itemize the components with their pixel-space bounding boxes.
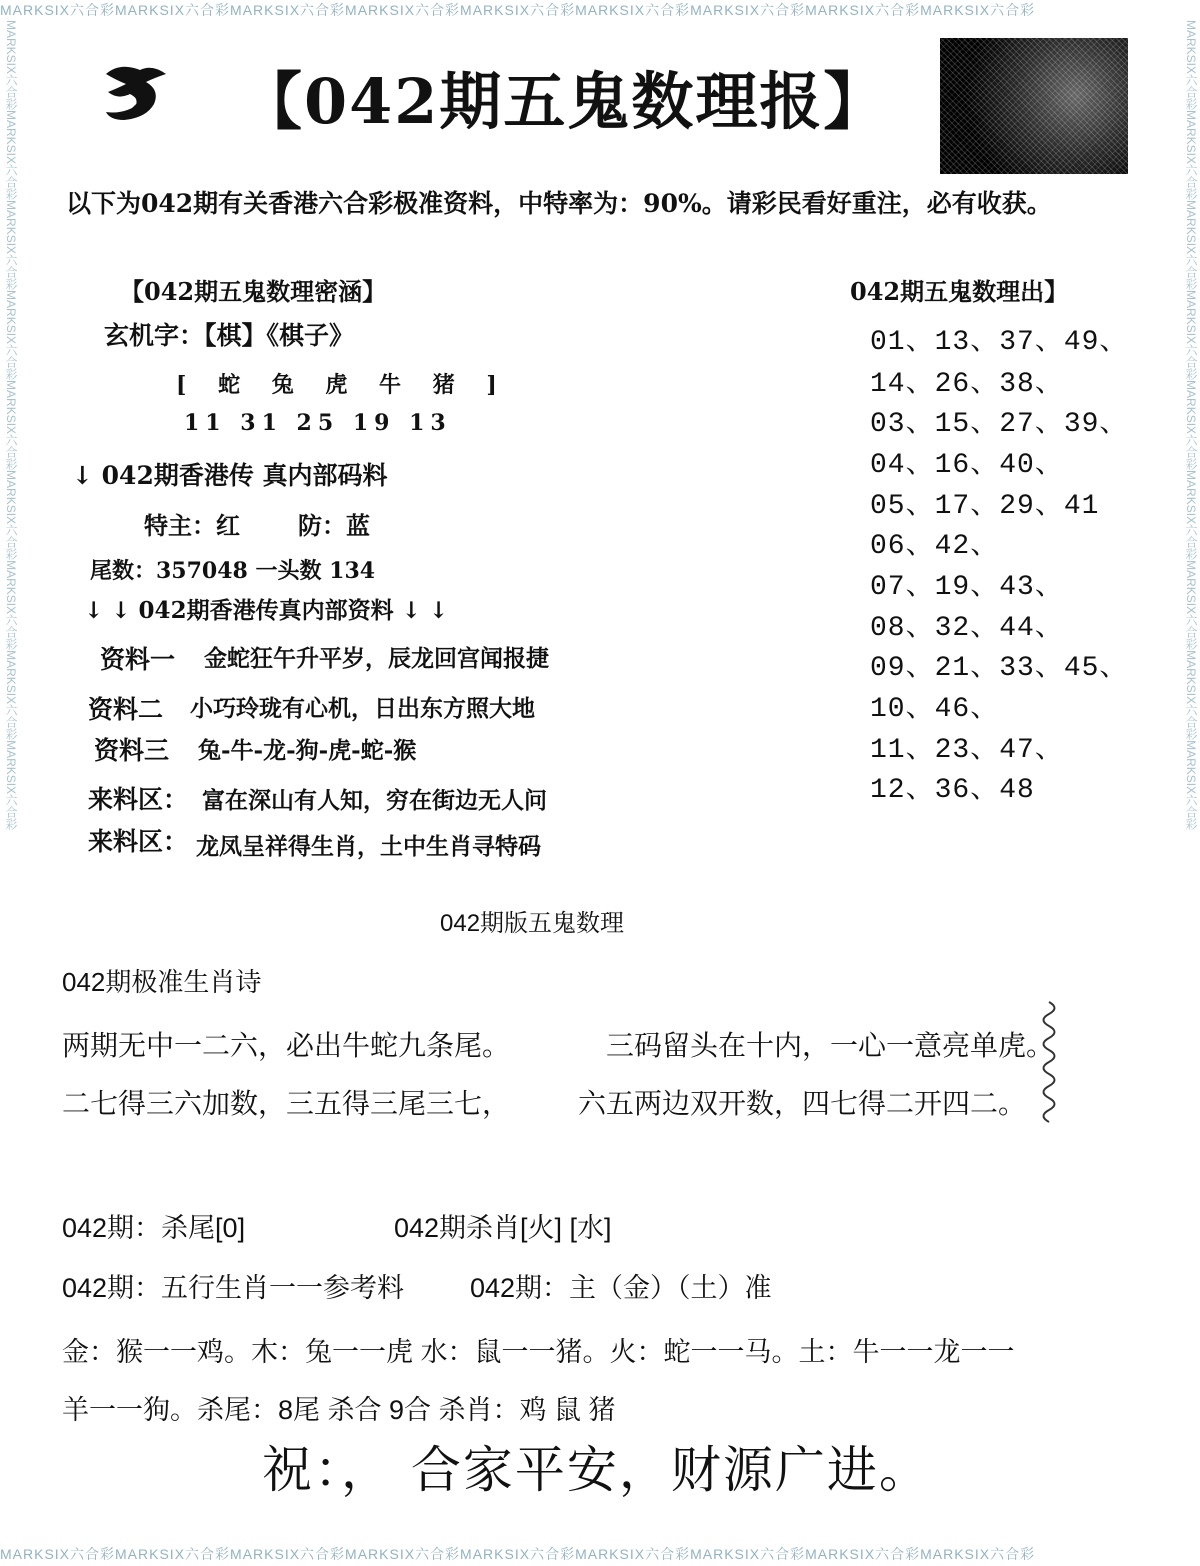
ziliao2-text: 小巧玲珑有心机，日出东方照大地	[190, 695, 535, 722]
page-title: 【042期五鬼数理报】	[240, 65, 888, 138]
poem-line-1b: 三码留头在十内，一心一意亮单虎。	[606, 1030, 1055, 1061]
number-row: 05、17、29、41	[870, 491, 1100, 522]
poem-line-1a: 两期无中一二六，必出牛蛇九条尾。	[62, 1030, 511, 1061]
tezhu-text: 特主：红	[144, 511, 240, 540]
number-row: 14、26、38、	[870, 369, 1064, 400]
qr-code-icon	[940, 38, 1128, 174]
xuanji-text: 玄机字：【棋】《棋子》	[104, 321, 355, 350]
ziliao2-label: 资料二	[88, 695, 164, 724]
number-row: 01、13、37、49、	[870, 327, 1129, 358]
squiggle-decoration-icon	[1036, 1000, 1062, 1130]
zhu-text: 042期：主（金）（土）准	[470, 1273, 772, 1303]
number-row: 04、16、40、	[870, 450, 1064, 481]
section-title: 042期版五鬼数理	[440, 910, 625, 937]
shawei-text: 042期：杀尾[0]	[62, 1213, 246, 1243]
wuxing-line-4: 羊一一狗。杀尾：8尾 杀合 9合 杀肖：鸡 鼠 猪	[62, 1395, 616, 1425]
zodiac-numbers: 11 31 25 19 13	[184, 410, 452, 436]
horse-logo-icon	[100, 60, 172, 126]
ziliao1-label: 资料一	[100, 645, 176, 674]
right-title: 042期五鬼数理出】	[850, 277, 1069, 306]
ziliao3-text: 兔-牛-龙-狗-虎-蛇-猴	[198, 737, 417, 764]
weishu-text: 尾数：357048 一头数 134	[90, 558, 376, 584]
number-row: 10、46、	[870, 694, 1000, 725]
blessing-text: 祝：， 合家平安，财源广进。	[262, 1441, 931, 1499]
laoliao2-text: 龙凤呈祥得生肖，土中生肖寻特码	[196, 833, 541, 860]
watermark-top: MARKSIX六合彩MARKSIX六合彩MARKSIX六合彩MARKSIX六合彩MARKSIX六合彩MARKSIX六合彩MARKSIX六合彩MARKSIX六合彩MARKSIX六合彩	[0, 2, 1036, 18]
number-row: 07、19、43、	[870, 572, 1064, 603]
wuxing-text: 042期：五行生肖一一参考料	[62, 1273, 405, 1303]
number-row: 11、23、47、	[870, 735, 1064, 766]
watermark-right: MARKSIX六合彩MARKSIX六合彩MARKSIX六合彩MARKSIX六合彩MARKSIX六合彩MARKSIX六合彩MARKSIX六合彩MARKSIX六合彩MARKSIX六合彩	[1184, 20, 1198, 831]
laoliao2-label: 来料区：	[88, 827, 189, 856]
laoliao1-text: 富在深山有人知，穷在街边无人问	[202, 787, 547, 814]
data-title: ↓ ↓ 042期香港传真内部资料 ↓ ↓	[84, 597, 449, 624]
intro-text: 以下为042期有关香港六合彩极准资料，中特率为：90%。请彩民看好重注，必有收获。	[66, 189, 1052, 218]
shaxiao-text: 042期杀肖[火] [水]	[394, 1213, 612, 1243]
poem-title: 042期极准生肖诗	[62, 967, 262, 997]
mihan-title: 【042期五鬼数理密涵】	[120, 277, 387, 306]
fang-text: 防：蓝	[298, 511, 370, 540]
number-row: 09、21、33、45、	[870, 653, 1129, 684]
ziliao1-text: 金蛇狂午升平岁，辰龙回宫闻报捷	[204, 645, 549, 672]
poem-line-2a: 二七得三六加数，三五得三尾三七，	[62, 1088, 511, 1119]
ziliao3-label: 资料三	[94, 736, 170, 765]
number-row: 12、36、48	[870, 775, 1035, 806]
poem-line-2b: 六五两边双开数，四七得二开四二。	[578, 1088, 1027, 1119]
insider-title: ↓ 042期香港传 真内部码料	[72, 461, 388, 490]
number-row: 08、32、44、	[870, 613, 1064, 644]
wuxing-line-3: 金：猴一一鸡。木：兔一一虎 水：鼠一一猪。火：蛇一一马。土：牛一一龙一一	[62, 1337, 1015, 1367]
watermark-bottom: MARKSIX六合彩MARKSIX六合彩MARKSIX六合彩MARKSIX六合彩MARKSIX六合彩MARKSIX六合彩MARKSIX六合彩MARKSIX六合彩MARKSIX六合彩	[0, 1546, 1036, 1562]
zodiac-list: [ 蛇 兔 虎 牛 猪 ]	[176, 372, 509, 398]
laoliao1-label: 来料区：	[88, 785, 189, 814]
number-row: 06、42、	[870, 531, 1000, 562]
watermark-left: MARKSIX六合彩MARKSIX六合彩MARKSIX六合彩MARKSIX六合彩MARKSIX六合彩MARKSIX六合彩MARKSIX六合彩MARKSIX六合彩MARKSIX六合彩	[4, 20, 18, 831]
number-row: 03、15、27、39、	[870, 409, 1129, 440]
